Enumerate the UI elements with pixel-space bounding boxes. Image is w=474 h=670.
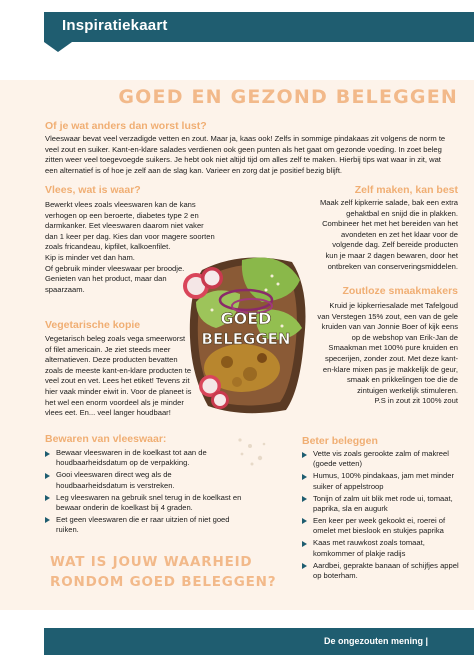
main-title: GOED EN GEZOND BELEGGEN (118, 86, 458, 108)
bullet-triangle-icon (302, 452, 307, 458)
beter-heading: Beter beleggen (302, 435, 378, 447)
bullet-triangle-icon (302, 496, 307, 502)
list-item: Een keer per week gekookt ei, roerei of omelet met bieslook en stukjes paprika (302, 516, 464, 537)
list-item: Kaas met rauwkost zoals tomaat, komkommer of plakje radijs (302, 538, 464, 559)
bullet-triangle-icon (302, 474, 307, 480)
sandwich-label-1: GOED (220, 309, 272, 328)
zelf-maken-heading: Zelf maken, kan best (354, 184, 458, 196)
vlees-text: Bewerkt vlees zoals vleeswaren kan de kans verhogen op een beroerte, diabetes type 2 en darmkanker. Eet vleeswaren daarom niet vaker dan 1 keer per dag. Kies dan voor magere soorten zoals fricandeau, kipfilet, kalkoenfilet. Kip is minder vet dan ham. Of gebruik minder vleeswaar per broodje. Genieten van het product, maar dan spaarzaam. (45, 200, 215, 294)
list-item: Leg vleeswaren na gebruik snel terug in de koelkast en bewaar onderin de koelkast bij 4 graden. (45, 493, 245, 514)
header-pointer (44, 42, 72, 52)
zelf-maken-text: Maak zelf kipkerrie salade, bak een extra gehaktbal en snijd die in plakken. Combineer het met het bereiden van het avondeten en zet het klaar voor de volgende dag. Zelf bereide producten kun je maar 2 dagen bewaren, door het ontbreken van conserveringsmiddelen. (319, 198, 458, 271)
list-item: Aardbei, geprakte banaan of schijfjes appel op boterham. (302, 561, 464, 582)
header-title: Inspiratiekaart (62, 17, 168, 34)
smaakmakers-heading: Zoutloze smaakmakers (342, 285, 458, 297)
list-item: Vette vis zoals gerookte zalm of makreel (goede vetten) (302, 449, 464, 470)
bullet-triangle-icon (45, 451, 50, 457)
bewaren-heading: Bewaren van vleeswaar: (45, 433, 167, 445)
bullet-triangle-icon (45, 495, 50, 501)
closing-question: WAT IS JOUW WAARHEID RONDOM GOED BELEGGEN? (50, 554, 277, 590)
vegetarisch-text: Vegetarisch beleg zoals vega smeerworst of filet americain. Je ziet steeds meer alternatieven. Deze producten bevatten zoals de meeste kant-en-klare producten te veel zout en vet. Lees het etiket! Tevens zit hier vaak minder eiwit in. Voor de planeet is het wel een enorm voordeel als je minder vlees eet. En... veel langer houdbaar! (45, 334, 192, 418)
list-item: Tonijn of zalm uit blik met rode ui, tomaat, paprika, sla en augurk (302, 494, 464, 515)
bullet-triangle-icon (45, 473, 50, 479)
list-item: Gooi vleeswaren direct weg als de houdbaarheidsdatum is verstreken. (45, 470, 245, 491)
bullet-triangle-icon (302, 541, 307, 547)
sandwich-label-2: BELEGGEN (201, 330, 291, 348)
intro-text: Vleeswaar bevat veel verzadigde vetten en zout. Maar ja, kaas ook! Zelfs in sommige pindakaas zit volgens de norm te veel zout en suiker. Kant-en-klare salades verdienen ook geen punten als het gaat om gezonde voeding. In zoet beleg zitten weer veel toegevoegde suikers. Je hebt ook niet altijd tijd om alles zelf te maken. Hierbij tips wat waar in zit, wat een alternatief is of hoe je zelf aan de slag kan. Varieer en zorg dat je positief bezig blijft. (45, 134, 446, 175)
sandwich-image (182, 250, 312, 420)
list-item: Bewaar vleeswaren in de koelkast tot aan de houdbaarheidsdatum op de verpakking. (45, 448, 245, 469)
smaakmakers-text: Kruid je kipkerriesalade met Tafelgoud van Verstegen 15% zout, een van de gele kruiden van van Jonnie Boer of kijk eens op de webshop van Erik-Jan de Smaakman met 100% pure kruiden en specerijen, zonder zout. Met deze kant- en-klare mixen pas je makkelijk de geur, smaak en prikkelingen toe die de zintuigen werkelijk stimuleren. P.S in zout zit 100% zout (317, 301, 458, 406)
bullet-triangle-icon (302, 518, 307, 524)
bullet-triangle-icon (45, 517, 50, 523)
footer-text: De ongezouten mening | (323, 636, 428, 646)
beter-list (302, 449, 464, 583)
bewaren-list (45, 448, 245, 537)
bullet-triangle-icon (302, 563, 307, 569)
intro-heading: Of je wat anders dan worst lust? (45, 120, 207, 132)
vlees-heading: Vlees, wat is waar? (45, 184, 141, 196)
list-item: Eet geen vleeswaren die er raar uitzien of niet goed ruiken. (45, 515, 245, 536)
list-item: Humus, 100% pindakaas, jam met minder suiker of appelstroop (302, 471, 464, 492)
vegetarisch-heading: Vegetarische kopie (45, 319, 141, 331)
